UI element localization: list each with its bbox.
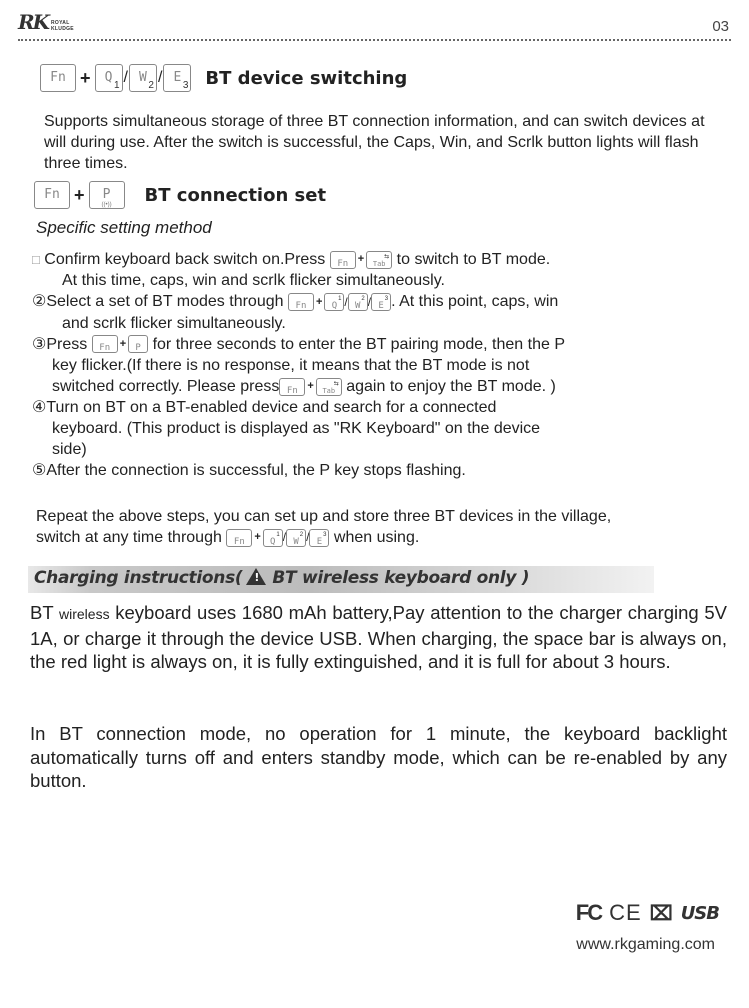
tab-key-icon [316, 378, 342, 396]
w-key-icon [348, 293, 368, 311]
charging-paragraph-2: In BT connection mode, no operation for 1 minute, the keyboard backlight automatically turns off and enters standby mode, which can be re-enabled by any button. [30, 723, 727, 791]
key-sub: 1 [338, 296, 342, 303]
repeat-instructions [36, 506, 719, 548]
plus-sign: + [315, 295, 323, 308]
section-title: BT connection set [144, 184, 327, 206]
key-label: Fn [286, 385, 298, 396]
step-continuation: side) [52, 441, 87, 459]
step-text: Turn on BT on a BT-enabled device and search for a connected [46, 399, 497, 417]
key-label: Fn [233, 536, 245, 547]
slash-sign: / [282, 530, 287, 545]
warning-icon [246, 568, 266, 585]
slash-sign: / [123, 69, 128, 86]
setting-method-subtitle: Specific setting method [36, 218, 212, 237]
ce-icon: CE [609, 900, 642, 925]
step-number: ② [32, 293, 47, 311]
key-label: P [135, 343, 141, 354]
repeat-line-2 [36, 527, 719, 548]
fcc-icon: FC [575, 900, 602, 925]
step-number: □ [32, 252, 40, 267]
q-key-icon [324, 293, 344, 311]
page-header [18, 10, 731, 40]
usb-icon: USB [680, 902, 719, 924]
step-text: to switch to BT mode. [392, 251, 551, 268]
step-continuation: key flicker.(If there is no response, it means that the BT mode is not [52, 356, 530, 374]
e-key-icon [163, 64, 191, 92]
logo-sub-bottom: KLUDGE [51, 26, 74, 32]
key-label: Fn [337, 258, 349, 269]
p-key-icon [128, 335, 148, 353]
certification-marks [576, 900, 719, 926]
step-text: After the connection is successful, the P key stops flashing. [46, 462, 466, 480]
header-divider [18, 39, 731, 41]
key-label: W [139, 70, 147, 85]
key-label: Q [331, 301, 338, 312]
e-key-icon [371, 293, 391, 311]
logo-subtext [51, 20, 74, 32]
logo-mark: RK [18, 10, 49, 34]
step-number: ③ [32, 335, 47, 353]
plus-sign: + [254, 531, 261, 544]
key-sub: ⇆ [384, 253, 390, 260]
section-bt-device-switching-description: Supports simultaneous storage of three BT connection information, and can switch devices at will during use. After the switch is successful, the Caps, Win, and Scrlk button lights will flash three times. [44, 113, 705, 172]
step-2 [32, 291, 709, 333]
rk-logo [18, 12, 74, 32]
fn-key-icon [40, 64, 76, 92]
website-link[interactable]: www.rkgaming.com [576, 936, 715, 953]
key-sub: 2 [361, 296, 365, 303]
key-label: Fn [99, 343, 111, 354]
key-sub: 2 [299, 531, 304, 538]
key-label: Fn [44, 187, 60, 202]
step-3 [32, 334, 709, 398]
section-bt-connection-set-heading [34, 181, 326, 209]
charge-text-small: wireless [59, 606, 110, 622]
slash-sign: / [367, 294, 372, 309]
charge-text: BT [30, 602, 54, 623]
step-continuation: and scrlk flicker simultaneously. [62, 314, 286, 332]
plus-sign: + [307, 380, 314, 393]
step-continuation: keyboard. (This product is displayed as "RK Keyboard" on the device [52, 420, 541, 438]
key-label: Tab [372, 259, 386, 268]
plus-sign: + [80, 67, 91, 88]
e-key-icon [309, 529, 329, 547]
repeat-line-1: Repeat the above steps, you can set up and store three BT devices in the village, [36, 508, 612, 525]
banner-title: Charging instructions( [34, 568, 243, 588]
key-label: W [355, 301, 361, 312]
fn-key-icon [288, 293, 314, 311]
key-sub: ⇆ [333, 380, 339, 387]
step-text: for three seconds to enter the BT pairing mode, then the P [148, 335, 565, 353]
key-sub: 1 [276, 531, 280, 538]
step-text: Select a set of BT modes through [46, 293, 284, 311]
step-5 [32, 460, 709, 481]
step-4 [32, 397, 709, 460]
key-sub: 3 [384, 296, 389, 303]
section-title: BT device switching [205, 67, 408, 89]
step-number: ④ [32, 399, 47, 417]
charging-paragraph-1 [30, 601, 727, 674]
plus-sign: + [119, 337, 127, 350]
key-sub: 2 [148, 80, 154, 91]
key-label: Fn [50, 70, 66, 85]
charging-instructions-banner [28, 566, 654, 593]
key-sub: 3 [182, 80, 189, 91]
p-key-icon [89, 181, 125, 209]
key-label: Fn [295, 301, 307, 312]
section-bt-device-switching-heading [40, 64, 407, 92]
key-sub: 1 [113, 80, 120, 91]
step-text: Confirm keyboard back switch on.Press [39, 251, 326, 268]
w-key-icon [129, 64, 157, 92]
page-number: 03 [712, 18, 729, 35]
key-label: Q [104, 70, 113, 85]
key-sub: 3 [323, 531, 327, 538]
step-text: switched correctly. Please press [52, 377, 280, 395]
step-continuation: At this time, caps, win and scrlk flicker simultaneously. [62, 272, 445, 290]
logo-sub-top: ROYAL [51, 20, 70, 26]
banner-note: BT wireless keyboard only ) [272, 568, 530, 588]
banner-text [34, 568, 529, 588]
tab-key-icon [366, 251, 392, 269]
key-label: W [293, 536, 299, 547]
step-continuation [32, 376, 709, 397]
repeat-text: when using. [329, 529, 420, 546]
repeat-text: switch at any time through [36, 529, 222, 546]
charge-text: keyboard uses 1680 mAh battery,Pay attention to the charger charging 5V 1A, or charge it through the device USB. When charging, the space bar is always on, the red light is always on, it is fully extinguished, and it is full for about 3 hours. [30, 602, 728, 672]
key-label: E [173, 70, 182, 85]
key-sub: ((•)) [101, 202, 112, 208]
key-label: E [316, 536, 323, 547]
fn-key-icon [226, 529, 252, 547]
fn-key-icon [330, 251, 356, 269]
step-number: ⑤ [32, 462, 47, 480]
q-key-icon [95, 64, 123, 92]
slash-sign: / [344, 294, 348, 309]
step-text: . At this point, caps, win [391, 293, 559, 311]
fn-key-icon [279, 378, 305, 396]
q-key-icon [263, 529, 283, 547]
setup-steps [32, 249, 709, 481]
key-label: P [102, 187, 111, 202]
step-text: again to enjoy the BT mode. ) [341, 377, 556, 395]
slash-sign: / [306, 530, 310, 545]
slash-sign: / [157, 69, 163, 86]
fn-key-icon [34, 181, 70, 209]
plus-sign: + [357, 253, 365, 266]
fn-key-icon [92, 335, 118, 353]
step-text: Press [46, 335, 88, 353]
step-1 [32, 249, 709, 291]
plus-sign: + [74, 184, 85, 205]
w-key-icon [286, 529, 306, 547]
key-label: Tab [322, 386, 336, 395]
weee-bin-icon: ⌧ [649, 902, 673, 925]
key-label: Q [270, 536, 276, 547]
key-label: E [378, 301, 384, 312]
